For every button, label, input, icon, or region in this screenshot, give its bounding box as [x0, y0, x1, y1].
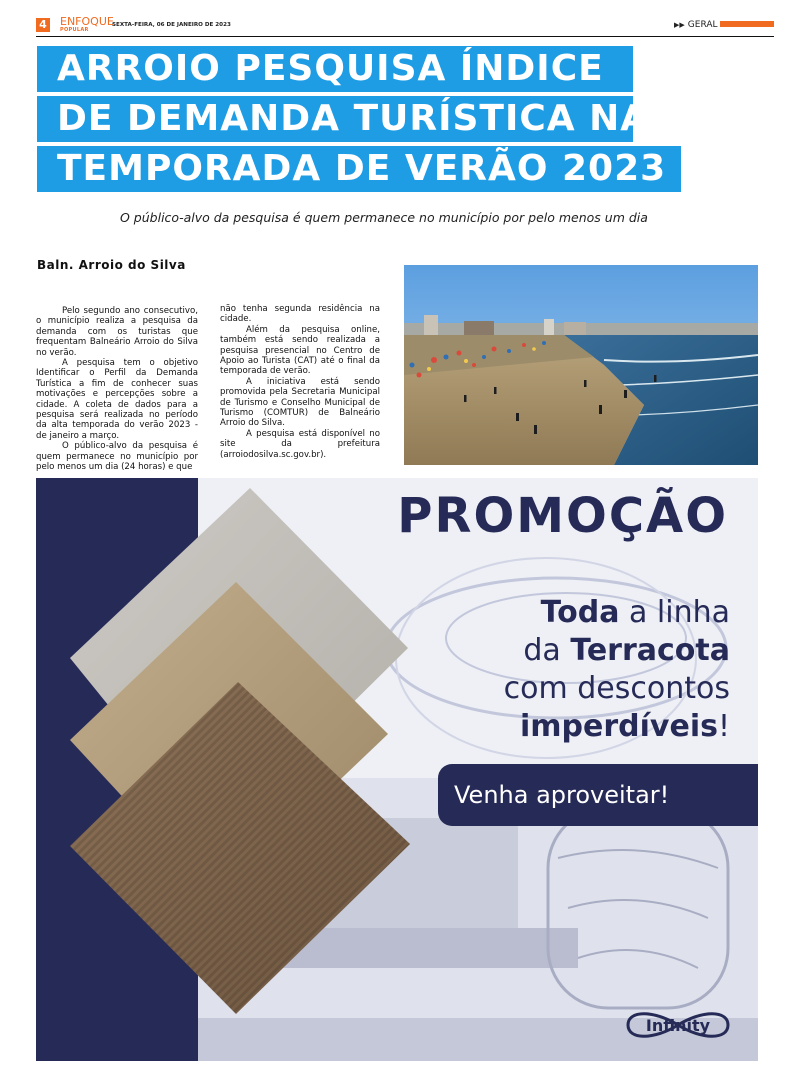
- paragraph: A pesquisa está disponível no site da prefeitura (arroiodosilva.sc.gov.br).: [220, 428, 380, 460]
- promo-line-1: [504, 594, 730, 632]
- page-header: [36, 16, 774, 36]
- article-subtitle: O público-alvo da pesquisa é quem permanece no município por pelo menos um dia: [120, 210, 648, 225]
- promo-advertisement[interactable]: [36, 478, 758, 1061]
- headline-line-2: DE DEMANDA TURÍSTICA NA: [37, 96, 633, 142]
- header-rule: [36, 36, 774, 37]
- page-number: 4: [36, 18, 50, 32]
- promo-line-4: [504, 708, 730, 746]
- article-column-2: [220, 304, 380, 460]
- double-chevron-right-icon: ▶▶: [674, 21, 685, 29]
- newspaper-brand: ENFOQUE: [60, 15, 114, 28]
- beach-photo: [404, 265, 758, 465]
- paragraph: O público-alvo da pesquisa é quem permanece no município por pelo menos um dia (24 horas) e que: [36, 441, 198, 473]
- paragraph: não tenha segunda residência na cidade.: [220, 304, 380, 325]
- paragraph: Pelo segundo ano consecutivo, o município realiza a pesquisa da demanda com os turistas que frequentam Balneário Arroio do Silva no verão.: [36, 306, 198, 358]
- promo-line-1-rest: a linha: [619, 595, 730, 630]
- issue-date: SEXTA-FEIRA, 06 DE JANEIRO DE 2023: [112, 22, 231, 28]
- logo-text: Infinity: [645, 1016, 711, 1035]
- promo-line-4-bold: imperdíveis: [520, 709, 718, 744]
- cta-button[interactable]: Venha aproveitar!: [438, 764, 758, 826]
- section-accent-bar: [720, 21, 774, 27]
- promo-line-2: [504, 632, 730, 670]
- infinity-logo[interactable]: [620, 1004, 736, 1046]
- section-name: GERAL: [687, 20, 718, 30]
- promo-line-3: com descontos: [503, 671, 730, 706]
- headline-line-1: ARROIO PESQUISA ÍNDICE: [37, 46, 633, 92]
- promo-line-4-rest: !: [717, 709, 730, 744]
- promo-title: PROMOÇÃO: [397, 488, 728, 544]
- newspaper-brand-sub: POPULAR: [60, 27, 89, 33]
- paragraph: A pesquisa tem o objetivo Identificar o Perfil da Demanda Turística a fim de conhecer suas motivações e percepções sobre a cidade. A coleta de dados para a pesquisa será realizada no período da alta temporada do verão 2023 - de janeiro a março.: [36, 358, 198, 441]
- paragraph: Além da pesquisa online, também está sendo realizada a pesquisa presencial no Centro de Apoio ao Turista (CAT) até o final da temporada de verão.: [220, 324, 380, 377]
- article-column-1: [36, 306, 198, 473]
- promo-line-2-bold: Terracota: [570, 633, 730, 668]
- promo-line-2-pre: da: [523, 633, 571, 668]
- paragraph: A iniciativa está sendo promovida pela Secretaria Municipal de Turismo e Conselho Municipal de Turismo (COMTUR) de Balneário Arroio do Silva.: [220, 376, 380, 429]
- promo-line-1-bold: Toda: [540, 595, 620, 630]
- article-dateline: Baln. Arroio do Silva: [37, 258, 186, 272]
- section-label: [674, 20, 718, 30]
- headline-line-3: TEMPORADA DE VERÃO 2023: [37, 146, 681, 192]
- promo-copy: [504, 594, 730, 746]
